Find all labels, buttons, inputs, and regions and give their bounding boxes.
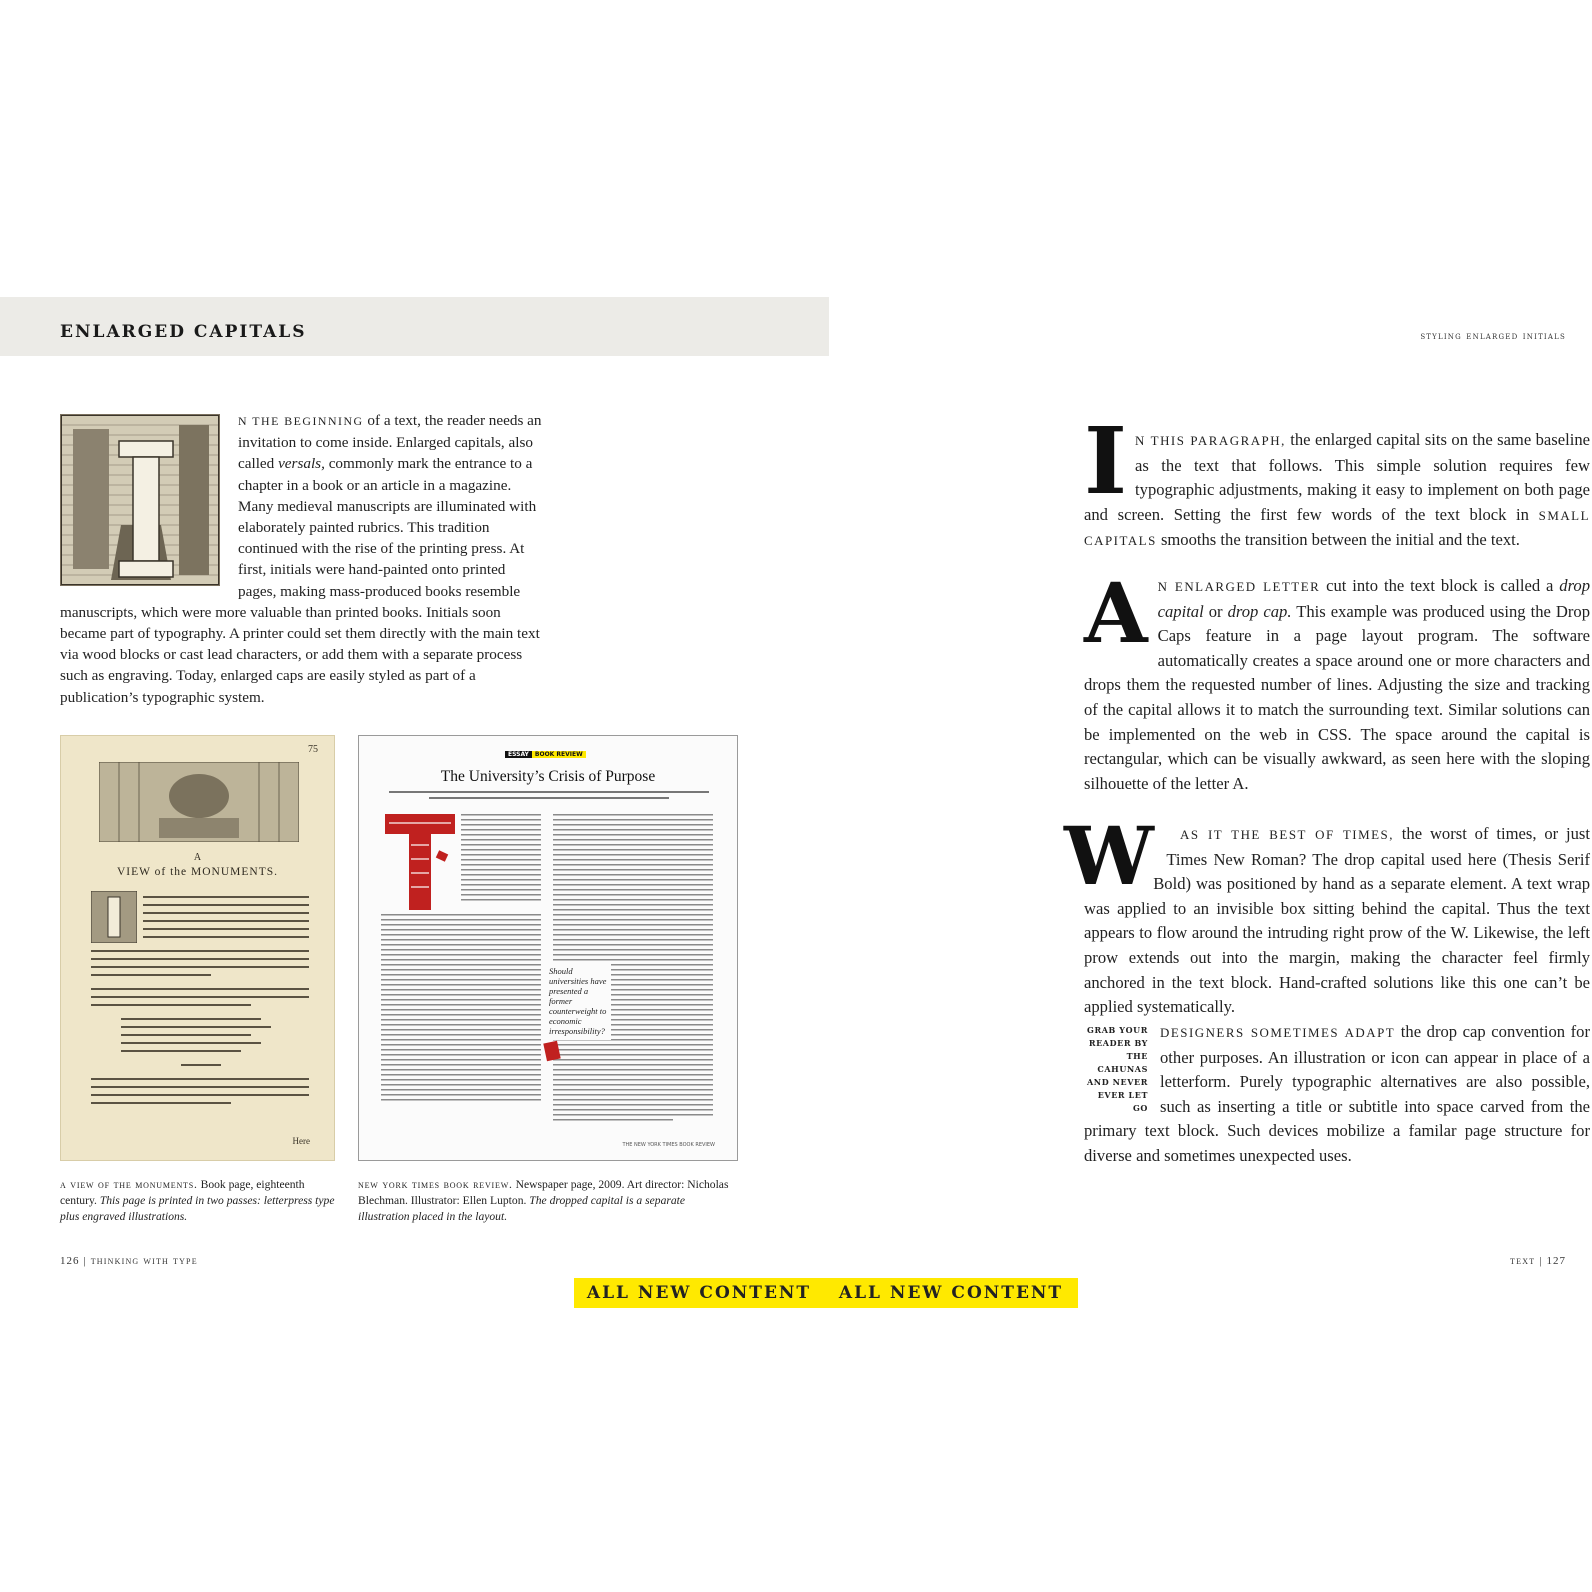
caption-left-head: a view of the monuments. <box>60 1178 198 1191</box>
paragraph-hand-set-capital <box>1064 809 1590 1020</box>
caption-right-italic: The dropped capital is a separate illustration placed in the layout. <box>358 1194 686 1223</box>
newspaper-tag-review: BOOK REVIEW <box>532 751 586 758</box>
folio-left: 126 | thinking with type <box>60 1255 198 1267</box>
p1-text: the enlarged capital sits on the same baseline as the text that follows. This simple solution requires few typographic adjustments, making it easy to implement on both page and screen. Setting the first few words of the text block in <box>1084 430 1590 524</box>
book-page-engraving <box>99 762 299 842</box>
folio-left-number: 126 <box>60 1255 80 1267</box>
p2-mid: or <box>1203 601 1228 621</box>
p1-small-caps: SMALL CAPITALS <box>1084 507 1590 549</box>
newspaper-pull-quote: Should universities have presented a former counterweight to economic irresponsibility? <box>549 962 611 1040</box>
book-page-figure <box>60 735 335 1161</box>
newspaper-footer: THE NEW YORK TIMES BOOK REVIEW <box>622 1142 715 1148</box>
paragraph-drop-cap <box>1084 566 1590 796</box>
p1-lead: N THIS PARAGRAPH, <box>1135 433 1286 448</box>
newspaper-headline: The University’s Crisis of Purpose <box>440 768 656 785</box>
p3-text: the worst of times, or just Times New Roman? The drop capital used here (Thesis Serif Bold) was positioned by hand as a separate element. A text wrap was applied to an invisible box sitting behind the capital. Thus the text appears to flow around the intruding right prow of the W. Likewise, the left prow extends out into the margin, making the character feel firmly anchored in the text block. Hand-crafted solutions like this one can’t be applied systematically. <box>1084 824 1590 1017</box>
caption-left-italic: This page is printed in two passes: letterpress type plus engraved illustrations. <box>60 1194 335 1223</box>
folio-left-title: thinking with type <box>90 1255 198 1267</box>
p3-lead: AS IT THE BEST OF TIMES, <box>1180 827 1394 842</box>
paragraph-baseline-initial <box>1084 407 1590 554</box>
section-title: ENLARGED CAPITALS <box>60 322 307 342</box>
book-page-number: 75 <box>308 744 318 755</box>
folio-right-title: text <box>1510 1255 1536 1267</box>
caption-left <box>60 1177 340 1225</box>
caption-right-head: new york times book review. <box>358 1178 513 1191</box>
book-page-heading-a: A <box>193 852 202 863</box>
newspaper-tags <box>505 750 586 760</box>
paragraph-grab-text <box>1084 1020 1590 1169</box>
all-new-content-banner-left: ALL NEW CONTENT <box>574 1278 824 1308</box>
intro-lead-caps: N THE BEGINNING <box>238 414 364 428</box>
folio-right: text | 127 <box>1510 1255 1566 1267</box>
p4-lead: DESIGNERS SOMETIMES ADAPT <box>1160 1025 1396 1040</box>
caption-right-text: Newspaper page, 2009. Art director: Nicholas Blechman. Illustrator: Ellen Lupton. <box>358 1178 729 1207</box>
initial-capital-I: I <box>1084 407 1128 515</box>
all-new-content-banner-right: ALL NEW CONTENT <box>824 1278 1078 1308</box>
p2-italic-2: drop cap. <box>1227 601 1292 621</box>
caption-left-text: Book page, eighteenth century. <box>60 1178 305 1207</box>
intro-text-1: of a text, the reader needs an invitation to come inside. Enlarged capitals, also called <box>238 412 542 473</box>
caption-right <box>358 1177 730 1225</box>
book-page-text-lines <box>91 894 311 1114</box>
drop-capital-A: A <box>1084 566 1148 662</box>
drop-capital-W: W <box>1064 809 1154 903</box>
newspaper-tag-essay: ESSAY <box>505 751 532 758</box>
p2-lead: N ENLARGED LETTER <box>1157 579 1321 594</box>
book-page-heading: VIEW of the MONUMENTS. <box>116 866 279 878</box>
intro-text-2: commonly mark the entrance to a chapter in a book or an article in a magazine. Many medieval manuscripts are illuminated with elaborately painted rubrics. This tradition continued with the rise of the printing press. At first, initials were hand-painted onto printed pages, making mass-produced books resemble manuscripts, which were more valuable than printed books. Initials soon became part of typography. A printer could set them directly with the main text via wood blocks or cast lead characters, or add them with a separate process such as engraving. Today, enlarged caps are easily styled as part of a publication’s typographic system. <box>60 455 540 706</box>
p4-text: the drop cap convention for other purposes. An illustration or icon can appear in place of a letterform. Purely typographic alternatives are also possible, such as inserting a title or subtitle into space carved from the primary text block. Such devices mobilize a familar page structure for diverse and sometimes unexpected uses. <box>1084 1022 1590 1165</box>
newspaper-page-figure <box>358 735 738 1161</box>
intro-versals: versals, <box>278 455 325 473</box>
running-head: styling enlarged initials <box>1420 331 1566 342</box>
intro-paragraph <box>60 410 546 708</box>
folio-right-number: 127 <box>1546 1255 1566 1267</box>
p2-italic-1: drop capital <box>1157 576 1590 621</box>
p2-text: cut into the text block is called a <box>1320 576 1560 595</box>
p1-text-2: smooths the transition between the initial and the text. <box>1156 530 1520 550</box>
p2-text-2: This example was produced using the Drop Caps feature in a page layout program. The software automatically creates a space around one or more characters and drops them the requested number of lines. Adjusting the size and tracking of the capital allows it to match the surrounding text. Similar solutions can be implemented on the web in CSS. The space around the capital is rectangular, which can be visually awkward, as seen here with the sloping silhouette of the letter A. <box>1084 601 1590 793</box>
book-page-catchword: Here <box>292 1136 310 1146</box>
newspaper-dek-lines <box>389 790 709 802</box>
grab-text-block: GRAB YOUR READER BY THE CAHUNAS AND NEVER EVER LET GO <box>1086 1025 1148 1113</box>
